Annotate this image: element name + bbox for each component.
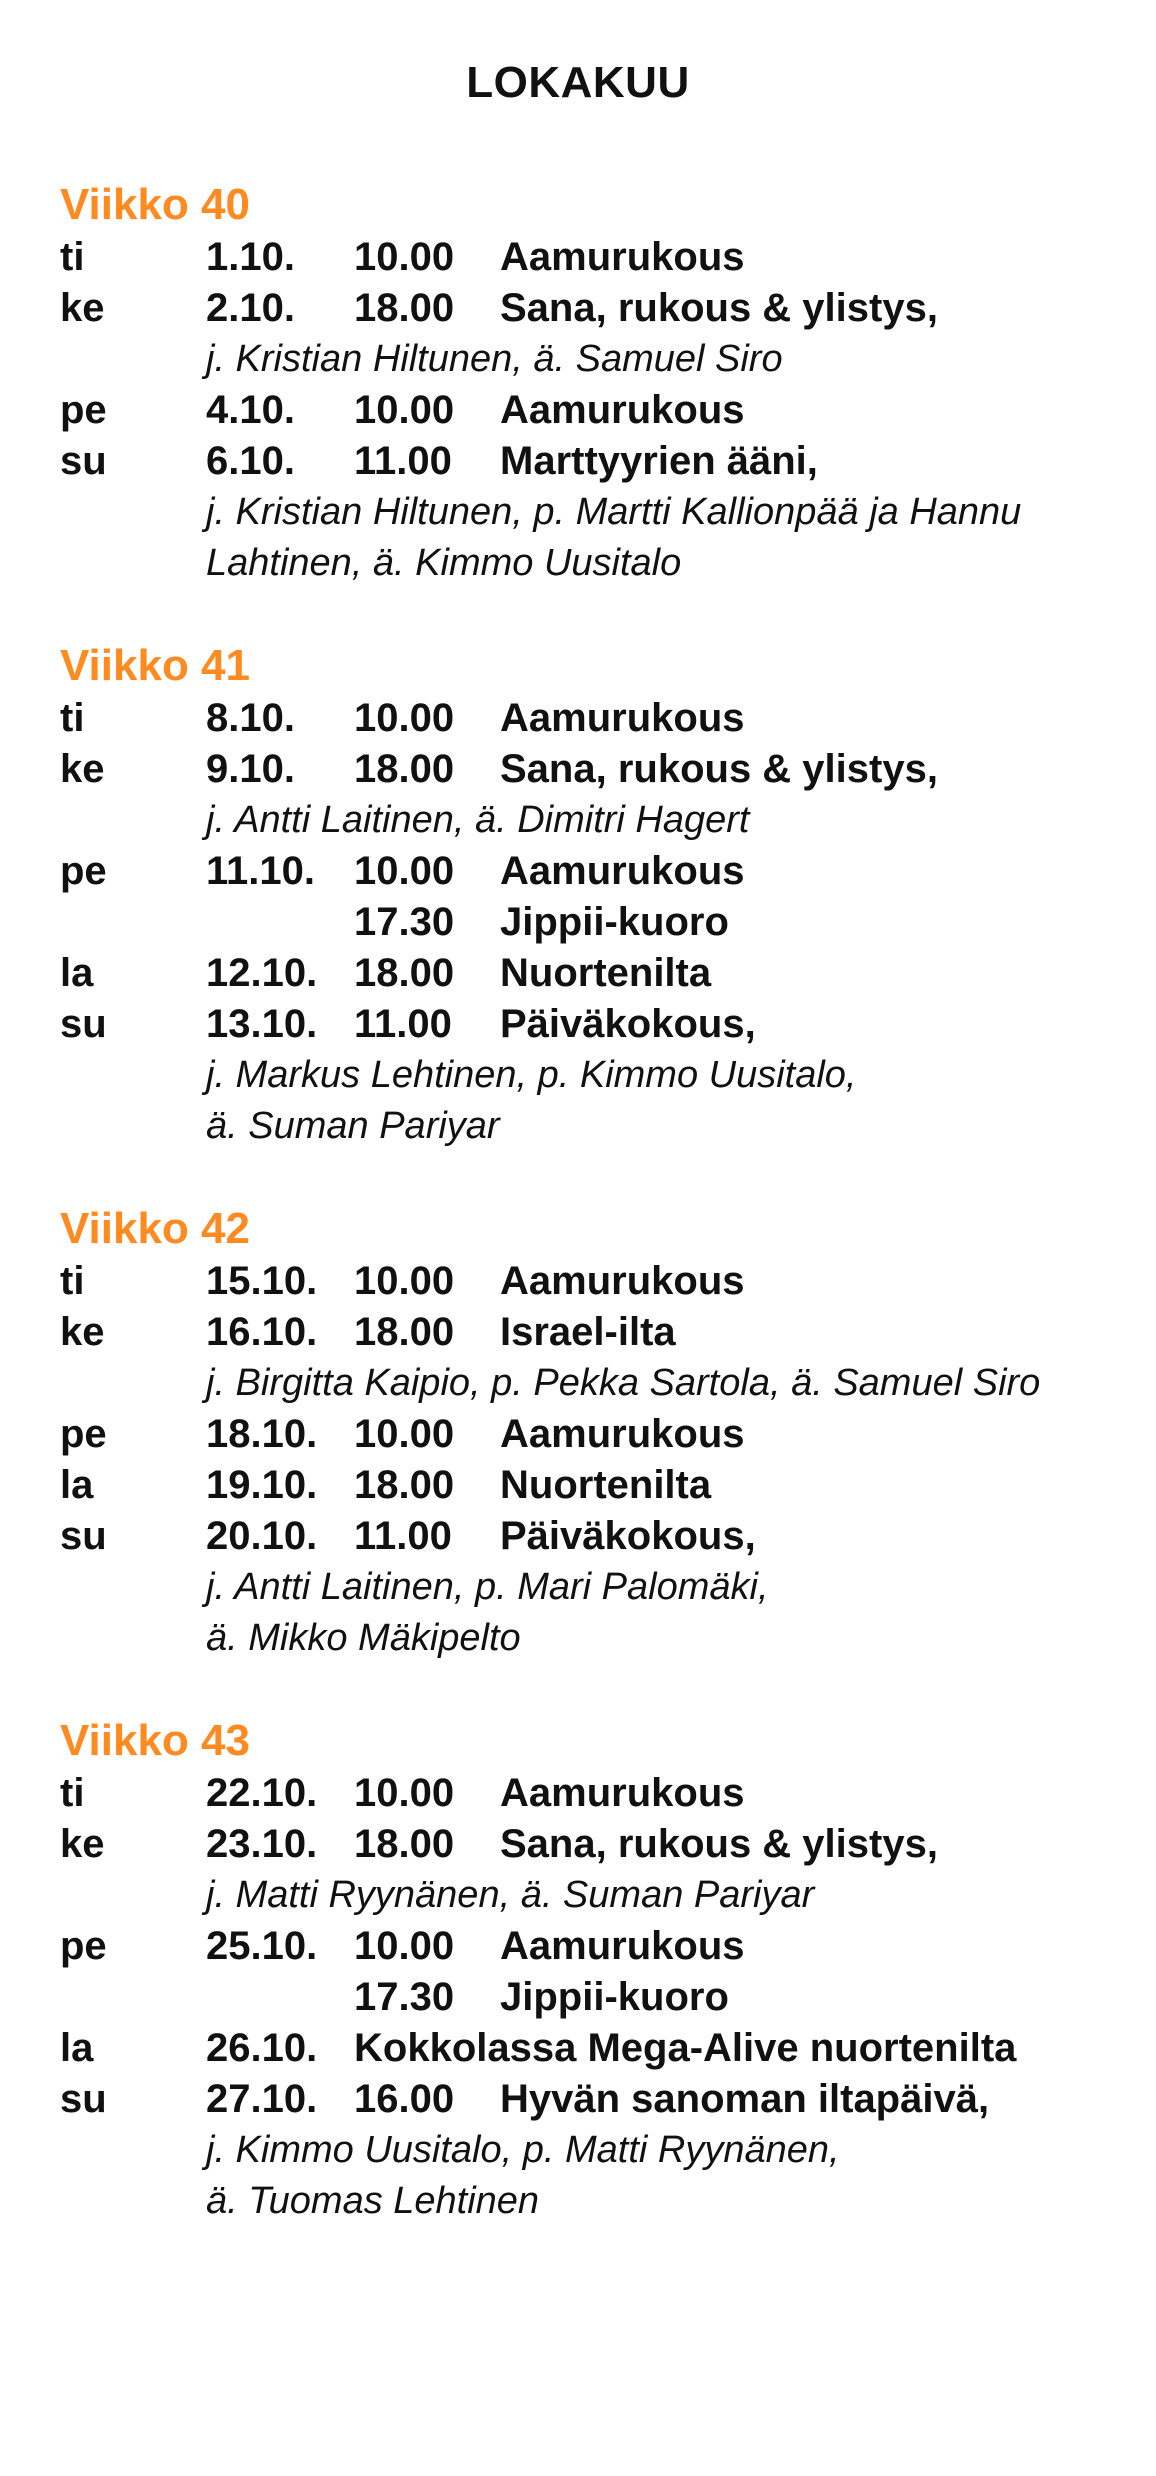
event-time: 18.00 <box>354 1310 455 1354</box>
event-title: Päiväkokous, <box>500 1514 756 1558</box>
event-time: 18.00 <box>354 951 455 995</box>
event-date: 1.10. <box>206 235 295 279</box>
event-date: 26.10. <box>206 2026 318 2070</box>
event-details: Lahtinen, ä. Kimmo Uusitalo <box>206 542 682 584</box>
event-row <box>60 283 1140 334</box>
event-row <box>60 1768 1140 1819</box>
event-title: Israel-ilta <box>500 1310 676 1354</box>
event-time: 10.00 <box>354 1924 455 1968</box>
event-details: ä. Mikko Mäkipelto <box>206 1617 521 1659</box>
event-title: Aamurukous <box>500 849 745 893</box>
event-title: Aamurukous <box>500 1259 745 1303</box>
event-weekday: ke <box>60 1310 105 1354</box>
event-date: 18.10. <box>206 1412 318 1456</box>
event-time: 18.00 <box>354 286 455 330</box>
event-time: 10.00 <box>354 849 455 893</box>
event-date: 12.10. <box>206 951 318 995</box>
event-date <box>206 1972 354 2023</box>
event-time: 11.00 <box>354 1002 452 1046</box>
event-title: Hyvän sanoman iltapäivä, <box>500 2077 990 2121</box>
event-title: Aamurukous <box>500 235 745 279</box>
event-title: Marttyyrien ääni, <box>500 439 818 483</box>
event-date: 19.10. <box>206 1463 318 1507</box>
event-weekday: ti <box>60 696 85 740</box>
schedule <box>60 178 1140 2277</box>
event-time: 17.30 <box>354 900 455 944</box>
event-row <box>60 2023 1140 2074</box>
event-row <box>60 1819 1140 1870</box>
event-row <box>60 232 1140 283</box>
event-details: j. Kristian Hiltunen, p. Martti Kallionpää ja Hannu <box>206 491 1022 533</box>
event-weekday: pe <box>60 849 107 893</box>
event-row <box>60 846 1140 897</box>
week-heading: Viikko 41 <box>60 641 250 690</box>
event-time: 18.00 <box>354 747 455 791</box>
event-time: 10.00 <box>354 1259 455 1303</box>
event-weekday: ke <box>60 747 105 791</box>
event-row <box>60 385 1140 436</box>
week-heading: Viikko 42 <box>60 1204 250 1253</box>
event-row <box>60 436 1140 487</box>
event-weekday: su <box>60 1514 107 1558</box>
event-weekday: pe <box>60 388 107 432</box>
event-weekday: su <box>60 1002 107 1046</box>
event-date: 8.10. <box>206 696 295 740</box>
event-date: 13.10. <box>206 1002 318 1046</box>
event-weekday: pe <box>60 1924 107 1968</box>
event-title: Päiväkokous, <box>500 1002 756 1046</box>
event-time: 10.00 <box>354 1771 455 1815</box>
event-weekday: ti <box>60 1259 85 1303</box>
event-weekday: la <box>60 2026 94 2070</box>
event-title: Sana, rukous & ylistys, <box>500 1822 938 1866</box>
event-time: 10.00 <box>354 696 455 740</box>
event-date: 6.10. <box>206 439 295 483</box>
event-row <box>60 1409 1140 1460</box>
event-details: ä. Suman Pariyar <box>206 1105 500 1147</box>
event-date: 27.10. <box>206 2077 318 2121</box>
event-row <box>60 1972 1140 2023</box>
event-date: 2.10. <box>206 286 295 330</box>
event-details: j. Matti Ryynänen, ä. Suman Pariyar <box>206 1874 815 1916</box>
event-details: j. Kimmo Uusitalo, p. Matti Ryynänen, <box>206 2129 840 2171</box>
event-date: 15.10. <box>206 1259 318 1303</box>
event-time: 11.00 <box>354 1514 452 1558</box>
event-date: 20.10. <box>206 1514 318 1558</box>
event-details: ä. Tuomas Lehtinen <box>206 2180 540 2222</box>
event-date: 11.10. <box>206 849 316 893</box>
event-row <box>60 897 1140 948</box>
event-title: Aamurukous <box>500 1924 745 1968</box>
event-time: 10.00 <box>354 235 455 279</box>
event-title: Nuortenilta <box>500 951 712 995</box>
event-time: 10.00 <box>354 388 455 432</box>
event-weekday: la <box>60 1463 94 1507</box>
event-row <box>60 1307 1140 1358</box>
week-section <box>60 1714 1140 2227</box>
event-title: Aamurukous <box>500 696 745 740</box>
week-section <box>60 639 1140 1152</box>
event-title: Aamurukous <box>500 1412 745 1456</box>
event-title: Sana, rukous & ylistys, <box>500 286 938 330</box>
event-time: 18.00 <box>354 1463 455 1507</box>
event-weekday: ti <box>60 235 85 279</box>
event-row <box>60 948 1140 999</box>
event-row <box>60 2074 1140 2125</box>
event-details: j. Birgitta Kaipio, p. Pekka Sartola, ä. Samuel Siro <box>206 1362 1041 1404</box>
event-title: Nuortenilta <box>500 1463 712 1507</box>
event-details: j. Antti Laitinen, p. Mari Palomäki, <box>206 1566 769 1608</box>
event-title: Jippii-kuoro <box>500 900 729 944</box>
week-heading: Viikko 40 <box>60 180 250 229</box>
event-time: 18.00 <box>354 1822 455 1866</box>
event-details: j. Antti Laitinen, ä. Dimitri Hagert <box>206 799 750 841</box>
event-title: Aamurukous <box>500 388 745 432</box>
page-title: LOKAKUU <box>466 58 690 107</box>
event-row <box>60 1460 1140 1511</box>
event-title: Aamurukous <box>500 1771 745 1815</box>
event-row <box>60 1256 1140 1307</box>
event-time: 11.00 <box>354 439 452 483</box>
event-weekday: su <box>60 439 107 483</box>
event-date: 4.10. <box>206 388 295 432</box>
event-time: 10.00 <box>354 1412 455 1456</box>
event-title: Sana, rukous & ylistys, <box>500 747 938 791</box>
event-time: 16.00 <box>354 2077 455 2121</box>
event-date: 22.10. <box>206 1771 318 1815</box>
event-date: 16.10. <box>206 1310 318 1354</box>
event-row <box>60 999 1140 1050</box>
event-row <box>60 693 1140 744</box>
event-date <box>206 897 354 948</box>
event-title: Kokkolassa Mega-Alive nuortenilta <box>354 2026 1017 2070</box>
event-weekday: ke <box>60 286 105 330</box>
event-row <box>60 1511 1140 1562</box>
week-section <box>60 1202 1140 1664</box>
event-title: Jippii-kuoro <box>500 1975 729 2019</box>
event-weekday: su <box>60 2077 107 2121</box>
event-weekday <box>60 897 206 948</box>
event-date: 25.10. <box>206 1924 318 1968</box>
event-row <box>60 1921 1140 1972</box>
event-weekday: ke <box>60 1822 105 1866</box>
event-time: 17.30 <box>354 1975 455 2019</box>
event-details: j. Kristian Hiltunen, ä. Samuel Siro <box>206 338 783 380</box>
week-heading: Viikko 43 <box>60 1716 250 1765</box>
event-weekday: pe <box>60 1412 107 1456</box>
event-date: 9.10. <box>206 747 295 791</box>
event-weekday: la <box>60 951 94 995</box>
event-weekday: ti <box>60 1771 85 1815</box>
event-date: 23.10. <box>206 1822 318 1866</box>
event-weekday <box>60 1972 206 2023</box>
event-details: j. Markus Lehtinen, p. Kimmo Uusitalo, <box>206 1054 857 1096</box>
event-row <box>60 744 1140 795</box>
week-section <box>60 178 1140 589</box>
